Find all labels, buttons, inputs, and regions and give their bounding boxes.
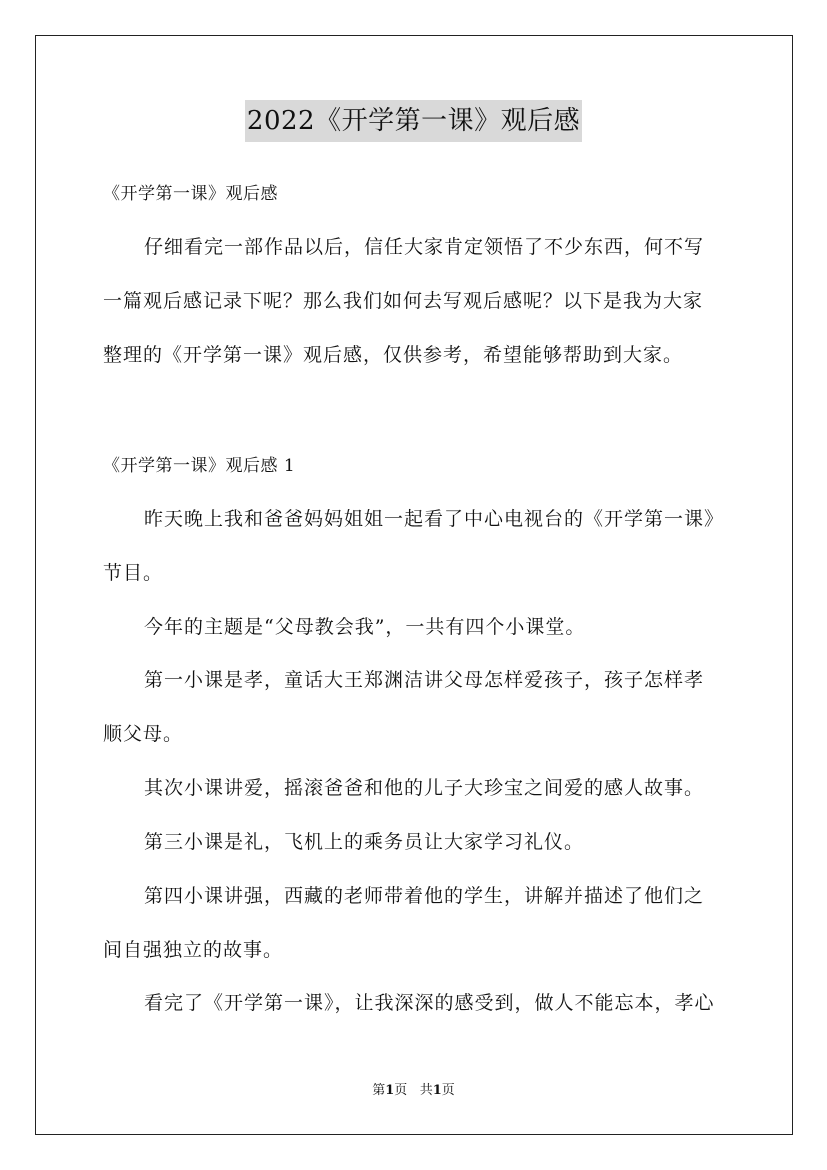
document-title-text: 2022《开学第一课》观后感 <box>245 100 582 142</box>
paragraph-line: 昨天晚上我和爸爸妈妈姐姐一起看了中心电视台的《开学第一课》 <box>144 508 725 530</box>
total-unit: 页 <box>441 1083 455 1098</box>
paragraph-line: 其次小课讲爱，摇滚爸爸和他的儿子大珍宝之间爱的感人故事。 <box>144 777 705 799</box>
paragraph-line: 节目。 <box>103 562 164 584</box>
subtitle: 《开学第一课》观后感 <box>103 184 278 204</box>
total-label: 共 <box>419 1083 433 1098</box>
paragraph-line: 间自强独立的故事。 <box>103 939 284 961</box>
paragraph-line: 第三小课是礼，飞机上的乘务员让大家学习礼仪。 <box>144 831 585 853</box>
intro-line-2: 一篇观后感记录下呢？那么我们如何去写观后感呢？以下是我为大家 <box>103 290 704 312</box>
paragraph-line: 看完了《开学第一课》，让我深深的感受到，做人不能忘本，孝心 <box>144 992 715 1014</box>
paragraph-line: 今年的主题是“父母教会我”，一共有四个小课堂。 <box>144 616 586 638</box>
page-label: 第 <box>372 1083 386 1098</box>
page-number: 1 <box>385 1083 395 1098</box>
section-heading: 《开学第一课》观后感 1 <box>103 456 296 476</box>
paragraph-line: 第一小课是孝，童话大王郑渊洁讲父母怎样爱孩子，孩子怎样孝 <box>144 669 705 691</box>
total-pages: 1 <box>432 1083 442 1098</box>
intro-line-1: 仔细看完一部作品以后，信任大家肯定领悟了不少东西，何不写 <box>144 236 705 258</box>
page-unit: 页 <box>394 1083 408 1098</box>
document-title <box>0 100 827 142</box>
page-footer <box>0 1082 827 1100</box>
paragraph-line: 第四小课讲强，西藏的老师带着他的学生，讲解并描述了他们之 <box>144 885 705 907</box>
paragraph-line: 顺父母。 <box>103 723 184 745</box>
intro-line-3: 整理的《开学第一课》观后感，仅供参考，希望能够帮助到大家。 <box>103 344 684 366</box>
